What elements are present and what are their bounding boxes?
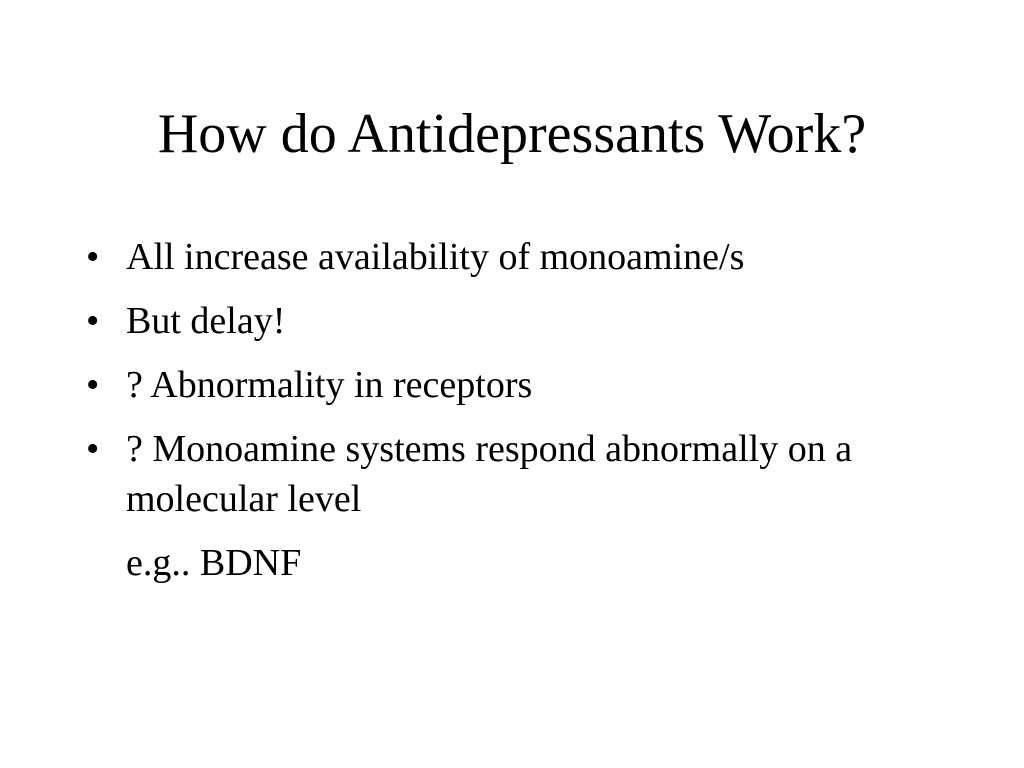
- bullet-item: [86, 424, 946, 524]
- bullet-marker: •: [86, 236, 100, 278]
- bullet-text: But delay!: [126, 300, 286, 342]
- bullet-item: [86, 360, 946, 410]
- bullet-item: [86, 296, 946, 346]
- bullet-continuation: [86, 538, 946, 588]
- bullet-marker: •: [86, 428, 100, 470]
- continuation-text: e.g.. BDNF: [126, 542, 302, 584]
- bullet-marker: •: [86, 364, 100, 406]
- bullet-item: [86, 232, 946, 282]
- bullet-list: [86, 232, 946, 602]
- slide-title: How do Antidepressants Work?: [157, 103, 867, 165]
- bullet-text: ? Monoamine systems respond abnormally on a molecular level: [126, 428, 853, 520]
- bullet-text: All increase availability of monoamine/s: [126, 236, 745, 278]
- bullet-marker: •: [86, 300, 100, 342]
- bullet-text: ? Abnormality in receptors: [126, 364, 533, 406]
